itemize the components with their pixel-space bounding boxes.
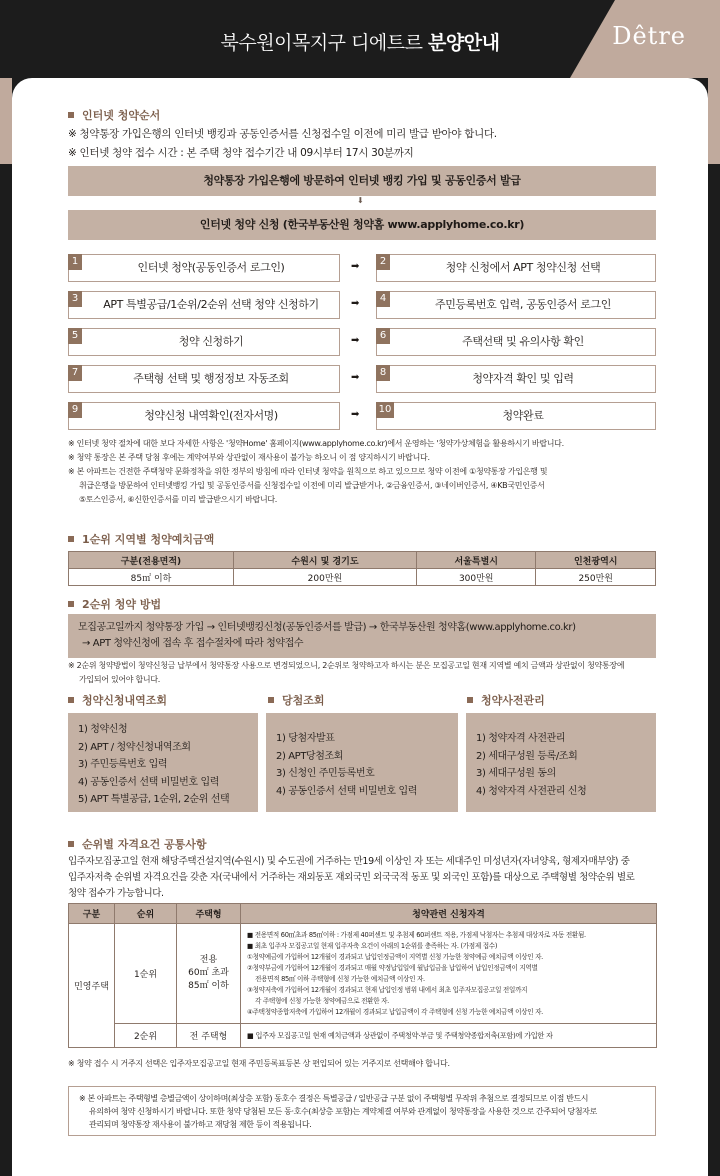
- type-line: 85㎡ 이하: [188, 981, 229, 991]
- online-small-note-4: 취급은행을 방문하여 인터넷뱅킹 가입 및 공동인증서를 신청접수일 이전에 미리 발급받거나, ②금융인증서, ③네이버인증서, ④KB국민인증서: [79, 481, 545, 490]
- step-number: 9: [68, 402, 82, 418]
- bottom-note-line-1: ※ 본 아파트는 주택형별 층별금액이 상이하며(최상층 포함) 동호수 결정은 특별공급 / 일반공급 구분 없이 주택형별 무작위 추첨으로 결정되므로 이점 반드시: [79, 1094, 589, 1103]
- step-label: 청약완료: [502, 409, 544, 422]
- arrow-right-icon: ➡: [351, 261, 360, 272]
- winner-list: [266, 713, 458, 812]
- table-row: [69, 569, 656, 586]
- step-box-1: [68, 254, 340, 282]
- list-item: 2) APT당첨조회: [276, 750, 344, 762]
- section-title-second: 2순위 청약 방법: [68, 596, 161, 612]
- common-para-line-2: 입주자저축 순위별 자격요건을 갖춘 자(국내에서 거주하는 재외동포 재외국민 외국국적 동포 및 외국인 포함)를 대상으로 주택형별 청약순위 별로: [68, 872, 635, 883]
- list-item: 1) 당첨자발표: [276, 733, 335, 744]
- brand-logo: Dêtre: [612, 22, 686, 50]
- rank-cell: 1순위: [115, 924, 177, 1024]
- step-box-4: [376, 291, 656, 319]
- list-item: 1) 청약신청: [78, 724, 128, 735]
- right-accent-band: [708, 78, 720, 164]
- detail-line: ①청약예금에 가입하여 12개월이 경과되고 납입인정금액이 지역별 신청 가능한 청약예금 예치금액 이상인 자.: [247, 952, 543, 961]
- table-header: 인천광역시: [536, 552, 656, 569]
- step-number: 7: [68, 365, 82, 381]
- detail-line: ④주택청약종합저축에 가입하여 12개월이 경과되고 납입금액이 각 주택형에 신청 가능한 예치금액 이상인 자.: [247, 1007, 543, 1016]
- step-number: 2: [376, 254, 390, 270]
- detail-line: ③청약저축에 가입하여 12개월이 경과되고 현재 납입인정 범위 내에서 최초 입주자모집공고일 전일까지: [247, 985, 528, 994]
- title-bold: 분양안내: [428, 32, 500, 54]
- list-item: 4) 청약자격 사전관리 신청: [476, 785, 587, 797]
- history-list: [68, 713, 258, 812]
- step-label: 청약자격 확인 및 입력: [472, 372, 574, 385]
- precheck-list: [466, 713, 656, 812]
- title-regular: 북수원이목지구 디에트르: [220, 32, 423, 54]
- left-accent-band: [0, 78, 12, 164]
- step-label: 인터넷 청약(공동인증서 로그인): [137, 261, 285, 274]
- table-header: 순위: [115, 904, 177, 924]
- step-box-10: [376, 402, 656, 430]
- online-small-note-5: ⑤토스인증서, ⑥신한인증서를 미리 발급받으시기 바랍니다.: [79, 495, 278, 504]
- arrow-right-icon: ➡: [351, 372, 360, 383]
- table-header: 구분: [69, 904, 115, 924]
- second-note-2: 가입되어 있어야 합니다.: [79, 675, 161, 684]
- table-row: [69, 924, 657, 1024]
- detail-line: ②청약부금에 가입하여 12개월이 경과되고 매월 약정납입일에 월납입금을 납입하여 납입인정금액이 지역별: [247, 963, 538, 972]
- detail-line: 전용면적 85㎡ 이하 주택형에 신청 가능한 예치금액 이상인 자.: [255, 974, 425, 983]
- step-box-2: [376, 254, 656, 282]
- online-small-note-2: ※ 청약 통장은 본 주택 당첨 후에는 계약여부와 상관없이 재사용이 불가능 하오니 이 점 양지하시기 바랍니다.: [68, 453, 430, 462]
- step-label: 주택선택 및 유의사항 확인: [462, 335, 584, 348]
- step-label: 청약 신청에서 APT 청약신청 선택: [445, 261, 601, 274]
- step-box-6: [376, 328, 656, 356]
- step-label: 청약 신청하기: [178, 335, 244, 348]
- step-label: 주택형 선택 및 행정정보 자동조회: [133, 372, 289, 385]
- step-box-7: [68, 365, 340, 393]
- section-title-precheck: 청약사전관리: [467, 692, 545, 708]
- second-note-1: ※ 2순위 청약방법이 청약신청금 납부에서 청약통장 사용으로 변경되었으니, 2순위로 청약하고자 하시는 분은 모집공고일 현재 지역별 예치 금액과 상관없이 청약통장에: [68, 661, 625, 670]
- list-item: 3) 신청인 주민등록번호: [276, 768, 375, 779]
- bottom-note-line-2: 유의하여 청약 신청하시기 바랍니다. 또한 청약 당첨된 모든 동·호수(최상층 포함)는 계약체결 여부와 관계없이 청약통장을 사용한 것으로 간주되어 당첨자로: [89, 1107, 597, 1116]
- list-item: 4) 공동인증서 선택 비밀번호 입력: [276, 785, 417, 797]
- step-number: 6: [376, 328, 390, 344]
- qualification-table: [68, 903, 657, 1048]
- type-cell: 전 주택형: [177, 1024, 241, 1048]
- step-bar-apply: 인터넷 청약 신청 (한국부동산원 청약홈 www.applyhome.co.kr): [68, 210, 656, 240]
- type-line: 전용: [199, 955, 218, 965]
- detail-line: 각 주택형에 신청 가능한 청약예금으로 전환한 자.: [255, 996, 389, 1005]
- list-item: 2) 세대구성원 등록/조회: [476, 750, 578, 762]
- step-number: 5: [68, 328, 82, 344]
- second-line-1: 모집공고일까지 청약통장 가입 → 인터넷뱅킹신청(공동인증서를 발급) → 한국부동산원 청약홈(www.applyhome.co.kr): [78, 622, 576, 633]
- detail-line: ■ 최초 입주자 모집공고일 현재 입주자축 요건이 아래의 1순위를 충족하는 자. (가점제 접수): [247, 941, 498, 950]
- detail-cell: [241, 924, 657, 1024]
- common-paragraph: [68, 854, 658, 902]
- list-item: 3) 세대구성원 동의: [476, 768, 556, 779]
- step-box-5: [68, 328, 340, 356]
- table-row: [69, 1024, 657, 1048]
- deposit-table: [68, 551, 656, 586]
- rank-cell: 2순위: [115, 1024, 177, 1048]
- list-item: 2) APT / 청약신청내역조회: [78, 741, 191, 753]
- arrow-right-icon: ➡: [351, 335, 360, 346]
- section-title-online: 인터넷 청약순서: [68, 107, 160, 123]
- table-header: 구분(전용면적): [69, 552, 234, 569]
- step-label: 청약신청 내역확인(전자서명): [144, 409, 278, 422]
- detail-cell: ■ 입주자 모집공고일 현재 예치금액과 상관없이 주택청약·부금 및 주택청약종합저축(포함)에 가입한 자: [241, 1024, 657, 1048]
- step-number: 3: [68, 291, 82, 307]
- step-label: APT 특별공급/1순위/2순위 선택 청약 신청하기: [103, 298, 319, 311]
- arrow-down-icon: ⬇: [357, 196, 364, 205]
- second-line-2: → APT 청약신청에 접속 후 접수절차에 따라 청약접수: [82, 638, 304, 649]
- online-note-2: ※ 인터넷 청약 접수 시간 : 본 주택 청약 접수기간 내 09시부터 17시 30분까지: [68, 147, 414, 159]
- step-number: 10: [376, 402, 394, 418]
- list-item: 4) 공동인증서 선택 비밀번호 입력: [78, 776, 219, 788]
- section-title-winner: 당첨조회: [268, 692, 325, 708]
- arrow-right-icon: ➡: [351, 409, 360, 420]
- type-cell: [177, 924, 241, 1024]
- table-cell: 250만원: [536, 569, 656, 586]
- common-para-line-1: 입주자모집공고일 현재 해당주택건설지역(수원시) 및 수도권에 거주하는 만19세 이상인 자 또는 세대주인 미성년자(자녀양육, 형제자매부양) 중: [68, 856, 630, 867]
- table-header: 서울특별시: [416, 552, 535, 569]
- list-item: 3) 주민등록번호 입력: [78, 759, 168, 770]
- section-title-common: 순위별 자격요건 공통사항: [68, 836, 207, 852]
- list-item: 5) APT 특별공급, 1순위, 2순위 선택: [78, 794, 230, 805]
- step-number: 4: [376, 291, 390, 307]
- step-box-8: [376, 365, 656, 393]
- table-cell: 200만원: [233, 569, 416, 586]
- common-para-line-3: 청약 접수가 가능합니다.: [68, 888, 164, 899]
- online-small-note-1: ※ 인터넷 청약 절차에 대한 보다 자세한 사항은 '청약Home' 홈페이지(www.applyhome.co.kr)에서 운영하는 '청약가상체험을 활용하시기 바랍니다.: [68, 439, 564, 448]
- step-label: 주민등록번호 입력, 공동인증서 로그인: [434, 298, 611, 311]
- section-title-deposit: 1순위 지역별 청약예치금액: [68, 531, 214, 547]
- category-cell: 민영주택: [69, 924, 115, 1048]
- detail-line: ■ 전용면적 60㎡초과 85㎡이하 : 가점제 40퍼센트 및 추첨제 60퍼센트 적용, 가점제 낙첨자는 추첨제 대상자로 자동 전환됨.: [247, 930, 586, 939]
- table-header: 청약관련 신청자격: [241, 904, 657, 924]
- table-header: 주택형: [177, 904, 241, 924]
- step-box-9: [68, 402, 340, 430]
- step-number: 8: [376, 365, 390, 381]
- step-bar-bank: 청약통장 가입은행에 방문하여 인터넷 뱅킹 가입 및 공동인증서 발급: [68, 166, 656, 196]
- section-title-history: 청약신청내역조회: [68, 692, 167, 708]
- list-item: 1) 청약자격 사전관리: [476, 733, 566, 744]
- online-note-1: ※ 청약통장 가입은행의 인터넷 뱅킹과 공동인증서를 신청접수일 이전에 미리 발급 받아야 합니다.: [68, 128, 497, 140]
- bottom-notice-box: [68, 1086, 656, 1136]
- type-line: 60㎡ 초과: [188, 968, 229, 978]
- arrow-right-icon: ➡: [351, 298, 360, 309]
- page-header: [0, 0, 720, 78]
- table-header: 수원시 및 경기도: [233, 552, 416, 569]
- step-number: 1: [68, 254, 82, 270]
- table-cell: 300만원: [416, 569, 535, 586]
- online-small-note-3: ※ 본 아파트는 건전한 주택청약 문화정착을 위한 정부의 방침에 따라 인터넷 청약을 원칙으로 하고 있으므로 청약 이전에 ①청약통장 가입은행 및: [68, 467, 548, 476]
- table-cell: 85㎡ 이하: [69, 569, 234, 586]
- step-box-3: [68, 291, 340, 319]
- second-method-box: [68, 614, 656, 658]
- bottom-note-line-3: 관리되며 청약통장 재사용이 불가하고 재당첨 제한 등이 적용됩니다.: [89, 1120, 312, 1129]
- common-footnote: ※ 청약 접수 시 거주지 선택은 입주자모집공고일 현재 주민등록표등본 상 편입되어 있는 거주지로 선택해야 합니다.: [68, 1059, 450, 1068]
